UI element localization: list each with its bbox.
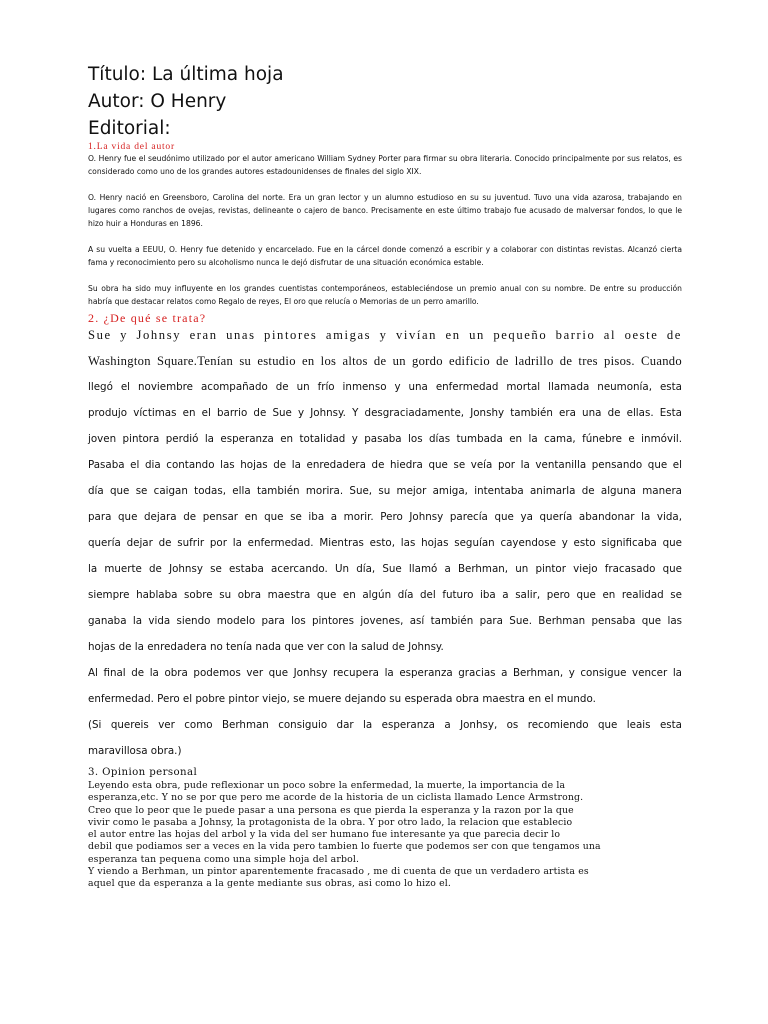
summary-line: para que dejara de pensar en que se iba a morir. Pero Johnsy parecía que ya quería abandonar la vida, [88,511,682,523]
opinion-line: esperanza tan pequena como una simple hoja del arbol. [88,853,360,865]
summary-line: la muerte de Johnsy se estaba acercando. Un día, Sue llamó a Berhman, un pintor viejo fracasado que [88,563,682,575]
title-line: Título: La última hoja [88,64,284,85]
opinion-line: aquel que da esperanza a la gente mediante sus obras, asi como lo hizo el. [88,878,452,890]
opinion-line: el autor entre las hojas del arbol y la vida del ser humano fue interesante ya que parecia decir lo [88,829,561,841]
opinion-line: esperanza,etc. Y no se por que pero me acorde de la historia de un ciclista llamado Lence Armstrong. [88,792,584,804]
summary-line: Sue y Johnsy eran unas pintores amigas y vivían en un pequeño barrio al oeste de [88,328,682,342]
summary-line: enfermedad. Pero el pobre pintor viejo, se muere dejando su esperada obra maestra en el mundo. [88,693,596,705]
section-2-heading: 2. ¿De qué se trata? [88,311,207,325]
paragraph: O. Henry nació en Greensboro, Carolina del norte. Era un gran lector y un alumno estudioso en su su juventud. Tuvo una vida azarosa, trabajando en lugares como ranchos de ovejas, revistas, delineante o cajero de banco. Precisamente en este último trabajo fue acusado de malversar fondos, lo que le hizo huir a Honduras en 1896. [88,193,682,228]
summary-line: quería dejar de sufrir por la enfermedad. Mientras esto, las hojas seguían cayendose y esto significaba que [88,537,682,549]
publisher-line: Editorial: [88,118,171,139]
author-line: Autor: O Henry [88,91,227,112]
summary-line: llegó el noviembre acompañado de un frío inmenso y una enfermedad mortal llamada neumonía, esta [88,381,682,393]
summary-line: ganaba la vida siendo modelo para los pintores jovenes, así también para Sue. Berhman pensaba que las [88,615,682,627]
paragraph: A su vuelta a EEUU, O. Henry fue detenido y encarcelado. Fue en la cárcel donde comenzó a escribir y a colaborar con distintas revistas. Alcanzó cierta fama y reconocimiento pero su alcoholismo nunca le dejó disfrutar de una situación económica estable. [88,245,682,267]
opinion-line: debil que podiamos ser a veces en la vida pero tambien lo fuerte que podemos ser con que tengamos una [88,841,601,853]
opinion-block [88,780,682,891]
opinion-line: Y viendo a Berhman, un pintor aparentemente fracasado , me di cuenta de que un verdadero artista es [88,866,589,878]
section-1-heading: 1.La vida del autor [88,142,175,152]
summary-line: maravillosa obra.) [88,745,182,757]
summary-line: día que se caigan todas, ella también morira. Sue, su mejor amiga, intentaba animarla de alguna manera [88,485,682,497]
paragraph: Su obra ha sido muy influyente en los grandes cuentistas contemporáneos, estableciéndose un premio anual con su nombre. De entre su producción habría que destacar relatos como Regalo de reyes, El oro que relucía o Memorias de un perro amarillo. [88,284,682,306]
section-3-heading: 3. Opinion personal [88,767,198,778]
summary-line: (Si quereis ver como Berhman consiguio dar la esperanza a Jonhsy, os recomiendo que leais esta [88,719,682,731]
paragraph: O. Henry fue el seudónimo utilizado por el autor americano William Sydney Porter para firmar su obra literaria. Conocido principalmente por sus relatos, es considerado como uno de los grandes autores estadounidenses de finales del siglo XIX. [88,154,682,176]
summary-line: hojas de la enredadera no tenía nada que ver con la salud de Johnsy. [88,641,444,653]
opinion-line: Leyendo esta obra, pude reflexionar un poco sobre la enfermedad, la muerte, la importancia de la [88,780,566,791]
summary-line: joven pintora perdió la esperanza en totalidad y pasaba los días tumbada en la cama, fúnebre e inmóvil. [88,433,682,445]
opinion-line: Creo que lo peor que le puede pasar a una persona es que pierda la esperanza y la razon por la que [88,804,574,816]
summary-line: Washington Square.Tenían su estudio en los altos de un gordo edificio de ladrillo de tres pisos. Cuando [88,354,682,368]
summary-line: siempre hablaba sobre su obra maestra que en algún día del futuro iba a salir, pero que en realidad se [88,589,682,601]
opinion-line: vivir como le pasaba a Johnsy, la protagonista de la obra. Y por otro lado, la relacion que establecio [88,816,573,828]
summary-line: Pasaba el dia contando las hojas de la enredadera de hiedra que se veía por la ventanilla pensando que el [88,459,682,471]
summary-line: produjo víctimas en el barrio de Sue y Johnsy. Y desgraciadamente, Jonshy también era una de ellas. Esta [88,407,682,419]
summary-line: Al final de la obra podemos ver que Jonhsy recupera la esperanza gracias a Berhman, y consigue vencer la [88,667,682,679]
